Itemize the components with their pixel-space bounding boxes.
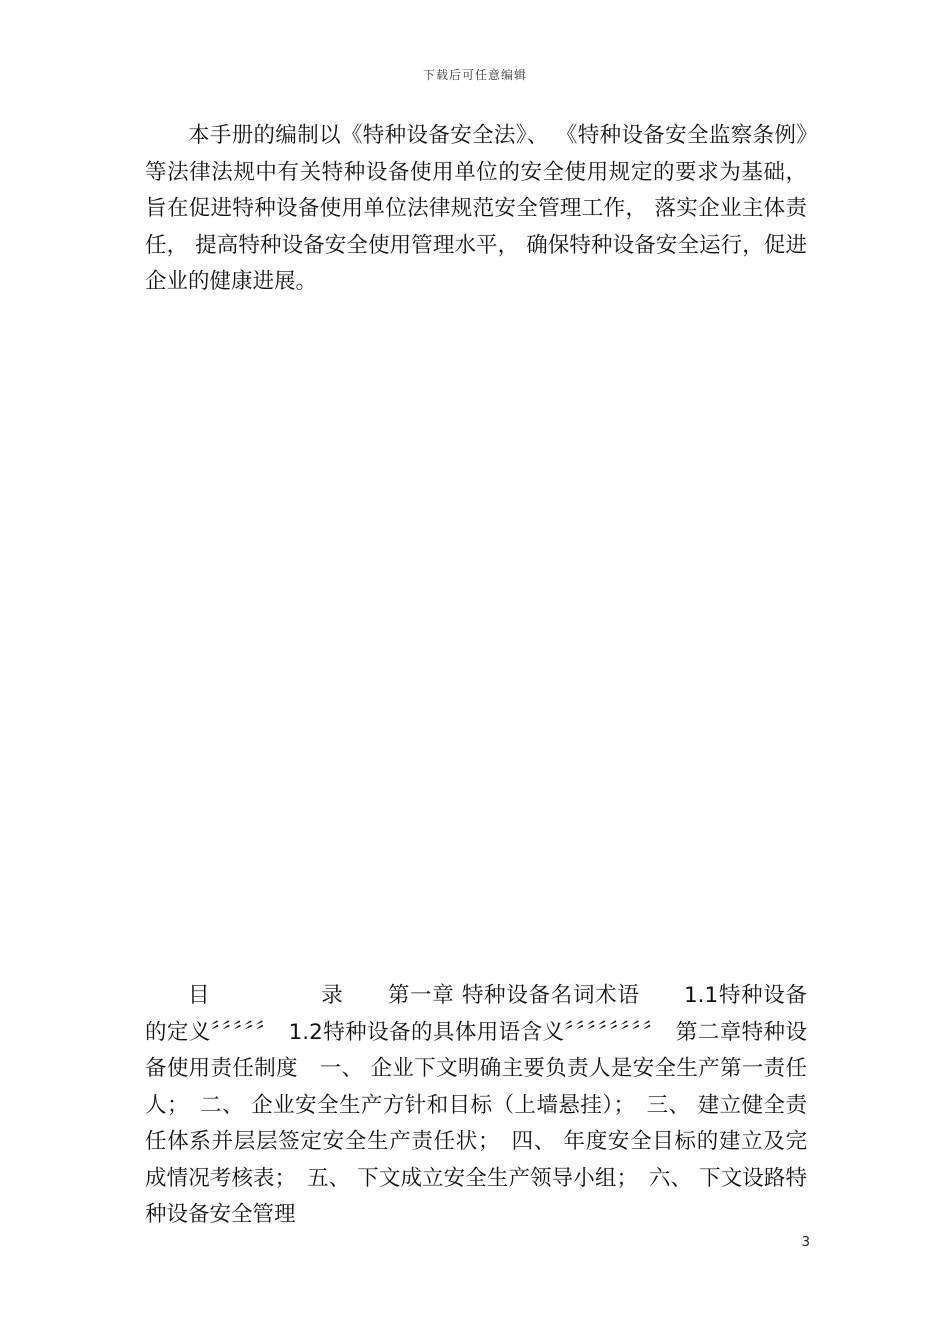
header-note: 下载后可任意编辑 xyxy=(422,68,527,82)
intro-paragraph: 本手册的编制以《特种设备安全法》、 《特种设备安全监察条例》等法律法规中有关特种设备使用单位的安全使用规定的要求为基础，旨在促进特种设备使用单位法律规范安全管理工作， 落实企业主体责任， 提高特种设备安全使用管理水平， 确保特种设备安全运行，促进企业的健康进展。 xyxy=(145,123,807,294)
table-of-contents-paragraph: 目 录 第一章 特种设备名词术语 1.1特种设备的定义〞〞〞〞〞 1.2特种设备的具体用语含义〞〞〞〞〞〞〞〞 第二章特种设备使用责任制度 一、 企业下文明确主要负责人是安全生产第一责任人； 二、 企业安全生产方针和目标（上墙悬挂）； 三、 建立健全责任体系并层层签定安全生产责任状； 四、 年度安全目标的建立及完成情况考核表； 五、 下文成立安全生产领导小组； 六、 下文设路特种设备安全管理 xyxy=(145,983,807,1227)
page-number: 3 xyxy=(801,1235,810,1250)
